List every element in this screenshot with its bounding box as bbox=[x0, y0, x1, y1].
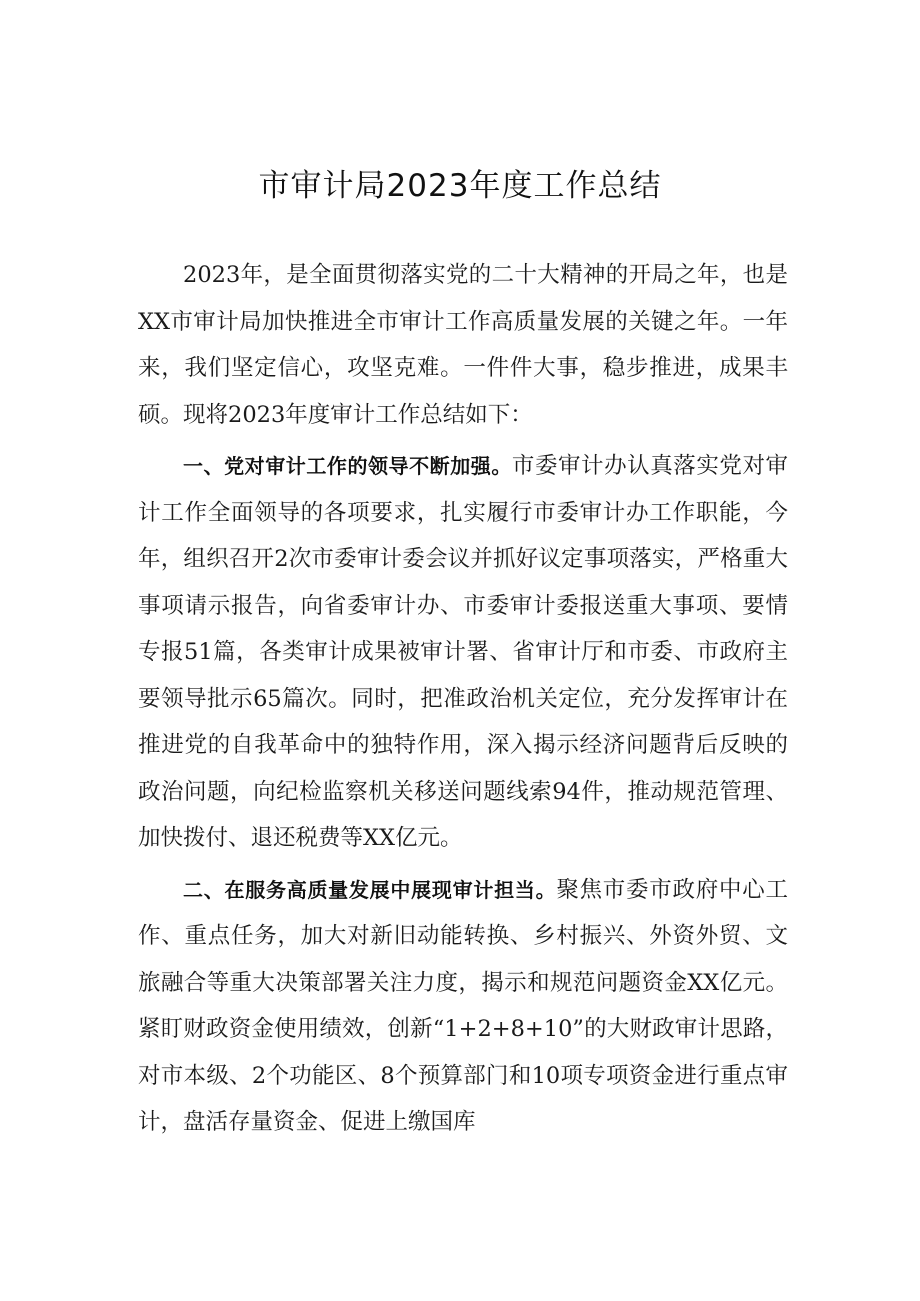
paragraph-section-2 bbox=[138, 867, 788, 1146]
paragraph-intro bbox=[138, 252, 788, 438]
paragraph-text: 2023年，是全面贯彻落实党的二十大精神的开局之年，也是XX市审计局加快推进全市审计工作高质量发展的关键之年。一年来，我们坚定信心，攻坚克难。一件件大事，稳步推进，成果丰硕。现将2023年度审计工作总结如下： bbox=[138, 262, 788, 428]
document-title: 市审计局2023年度工作总结 bbox=[258, 168, 662, 204]
paragraph-text: 聚焦市委市政府中心工作、重点任务，加大对新旧动能转换、乡村振兴、外资外贸、文旅融合等重大决策部署关注力度，揭示和规范问题资金XX亿元。紧盯财政资金使用绩效，创新“1+2+8+10”的大财政审计思路，对市本级、2个功能区、8个预算部门和10项专项资金进行重点审计，盘活存量资金、促进上缴国库 bbox=[138, 876, 788, 1135]
paragraph-section-1 bbox=[138, 443, 788, 862]
paragraph-text: 市委审计办认真落实党对审计工作全面领导的各项要求，扎实履行市委审计办工作职能，今年，组织召开2次市委审计委会议并抓好议定事项落实，严格重大事项请示报告，向省委审计办、市委审计委报送重大事项、要情专报51篇，各类审计成果被审计署、省审计厅和市委、市政府主要领导批示65篇次。同时，把准政治机关定位，充分发挥审计在推进党的自我革命中的独特作用，深入揭示经济问题背后反映的政治问题，向纪检监察机关移送问题线索94件，推动规范管理、加快拨付、退还税费等XX亿元。 bbox=[138, 453, 788, 851]
section-heading: 一、党对审计工作的领导不断加强。 bbox=[183, 454, 512, 478]
document-body bbox=[138, 252, 788, 1151]
section-heading: 二、在服务高质量发展中展现审计担当。 bbox=[183, 877, 557, 902]
